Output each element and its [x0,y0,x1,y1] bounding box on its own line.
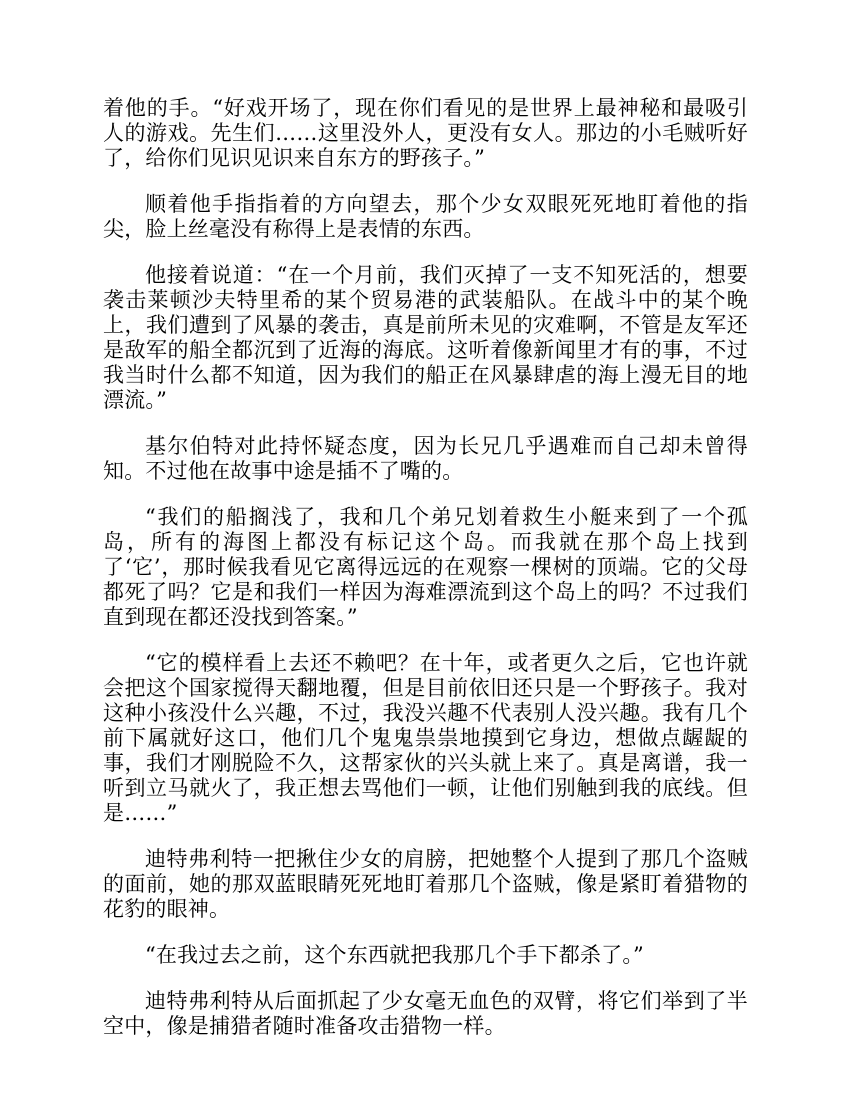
paragraph-3: 他接着说道：“在一个月前，我们灭掉了一支不知死活的，想要袭击莱顿沙夫特里希的某个贸易港的武装船队。在战斗中的某个晚上，我们遭到了风暴的袭击，真是前所未见的灾难啊，不管是友军还是敌军的船全都沉到了近海的海底。这听着像新闻里才有的事，不过我当时什么都不知道，因为我们的船正在风暴肆虐的海上漫无目的地漂流。” [103,263,748,412]
paragraph-9: 迪特弗利特从后面抓起了少女毫无血色的双臂，将它们举到了半空中，像是捕猎者随时准备攻击猎物一样。 [103,989,748,1038]
paragraph-1: 着他的手。“好戏开场了，现在你们看见的是世界上最神秘和最吸引人的游戏。先生们……这里没外人，更没有女人。那边的小毛贼听好了，给你们见识见识来自东方的野孩子。” [103,96,748,170]
paragraph-7: 迪特弗利特一把揪住少女的肩膀，把她整个人提到了那几个盗贼的面前，她的那双蓝眼睛死死地盯着那几个盗贼，像是紧盯着猎物的花豹的眼神。 [103,847,748,921]
paragraph-8: “在我过去之前，这个东西就把我那几个手下都杀了。” [145,943,644,967]
paragraph-4: 基尔伯特对此持怀疑态度，因为长兄几乎遇难而自己却未曾得知。不过他在故事中途是插不了嘴的。 [103,434,748,483]
paragraph-2: 顺着他手指指着的方向望去，那个少女双眼死死地盯着他的指尖，脸上丝毫没有称得上是表情的东西。 [103,192,748,241]
paragraph-5: “我们的船搁浅了，我和几个弟兄划着救生小艇来到了一个孤岛，所有的海图上都没有标记这个岛。而我就在那个岛上找到了‘它’，那时候我看见它离得远远的在观察一棵树的顶端。它的父母都死了吗？它是和我们一样因为海难漂流到这个岛上的吗？不过我们直到现在都还没找到答案。” [103,505,748,629]
page-body [103,96,748,1060]
paragraph-6: “它的模样看上去还不赖吧？在十年，或者更久之后，它也许就会把这个国家搅得天翻地覆，但是目前依旧还只是一个野孩子。我对这种小孩没什么兴趣，不过，我没兴趣不代表别人没兴趣。我有几个前下属就好这口，他们几个鬼鬼祟祟地摸到它身边，想做点龌龊的事，我们才刚脱险不久，这帮家伙的兴头就上来了。真是离谱，我一听到立马就火了，我正想去骂他们一顿，让他们别触到我的底线。但是……” [103,651,748,825]
